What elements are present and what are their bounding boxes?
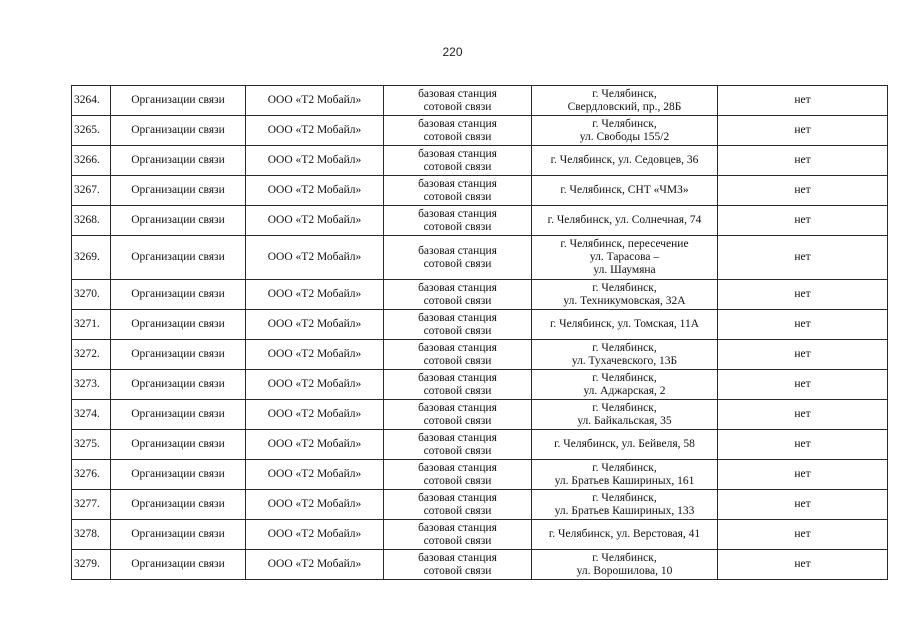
- object-type-line: сотовой связи: [423, 444, 492, 457]
- address-cell: [532, 146, 718, 176]
- company-cell: ООО «Т2 Мобайл»: [246, 550, 384, 580]
- address-line: Свердловский, пр., 28Б: [567, 100, 682, 113]
- address-line: г. Челябинск,: [592, 87, 657, 100]
- address-cell: [532, 460, 718, 490]
- address-line: ул. Ворошилова, 10: [576, 564, 673, 577]
- table-row: [72, 146, 888, 176]
- object-type-line: базовая станция: [418, 117, 497, 130]
- category-cell: Организации связи: [111, 550, 246, 580]
- object-type-cell: [384, 520, 532, 550]
- table-row: [72, 400, 888, 430]
- company-cell: ООО «Т2 Мобайл»: [246, 490, 384, 520]
- object-type-line: базовая станция: [418, 244, 497, 257]
- category-cell: Организации связи: [111, 86, 246, 116]
- object-type-line: базовая станция: [418, 521, 497, 534]
- address-line: ул. Братьев Кашириных, 161: [554, 474, 695, 487]
- company-cell: ООО «Т2 Мобайл»: [246, 430, 384, 460]
- row-number-cell: 3270.: [72, 280, 111, 310]
- address-line: г. Челябинск,: [592, 401, 657, 414]
- company-cell: ООО «Т2 Мобайл»: [246, 340, 384, 370]
- status-cell: нет: [718, 116, 888, 146]
- object-type-line: базовая станция: [418, 147, 497, 160]
- address-line: г. Челябинск,: [592, 341, 657, 354]
- object-type-line: сотовой связи: [423, 324, 492, 337]
- address-line: г. Челябинск, ул. Бейвеля, 58: [554, 438, 695, 450]
- object-type-line: сотовой связи: [423, 504, 492, 517]
- address-line: г. Челябинск,: [592, 281, 657, 294]
- address-cell: [532, 430, 718, 460]
- company-cell: ООО «Т2 Мобайл»: [246, 400, 384, 430]
- address-line: г. Челябинск, ул. Солнечная, 74: [547, 214, 702, 226]
- company-cell: ООО «Т2 Мобайл»: [246, 236, 384, 280]
- address-cell: [532, 550, 718, 580]
- object-type-cell: [384, 146, 532, 176]
- object-type-cell: [384, 460, 532, 490]
- address-line: г. Челябинск, ул. Томская, 11А: [549, 318, 700, 330]
- address-line: ул. Братьев Кашириных, 133: [554, 504, 695, 517]
- object-type-line: базовая станция: [418, 87, 497, 100]
- table-row: [72, 176, 888, 206]
- table-row: [72, 310, 888, 340]
- address-line: ул. Тарасова –: [589, 251, 660, 263]
- object-type-line: сотовой связи: [423, 130, 492, 143]
- address-line: ул. Тухачевского, 13Б: [571, 354, 678, 367]
- object-type-line: сотовой связи: [423, 190, 492, 203]
- object-type-cell: [384, 550, 532, 580]
- row-number-cell: 3277.: [72, 490, 111, 520]
- status-cell: нет: [718, 236, 888, 280]
- object-type-line: базовая станция: [418, 401, 497, 414]
- company-cell: ООО «Т2 Мобайл»: [246, 280, 384, 310]
- row-number-cell: 3275.: [72, 430, 111, 460]
- object-type-line: сотовой связи: [423, 257, 492, 270]
- status-cell: нет: [718, 146, 888, 176]
- address-line: г. Челябинск, ул. Верстовая, 41: [548, 528, 701, 540]
- category-cell: Организации связи: [111, 146, 246, 176]
- status-cell: нет: [718, 430, 888, 460]
- object-type-line: сотовой связи: [423, 564, 492, 577]
- object-type-cell: [384, 116, 532, 146]
- object-type-cell: [384, 310, 532, 340]
- status-cell: нет: [718, 550, 888, 580]
- object-type-line: базовая станция: [418, 281, 497, 294]
- status-cell: нет: [718, 340, 888, 370]
- category-cell: Организации связи: [111, 176, 246, 206]
- object-type-cell: [384, 340, 532, 370]
- status-cell: нет: [718, 490, 888, 520]
- address-cell: [532, 310, 718, 340]
- category-cell: Организации связи: [111, 370, 246, 400]
- row-number-cell: 3264.: [72, 86, 111, 116]
- object-type-cell: [384, 400, 532, 430]
- row-number-cell: 3276.: [72, 460, 111, 490]
- table-row: [72, 490, 888, 520]
- company-cell: ООО «Т2 Мобайл»: [246, 460, 384, 490]
- company-cell: ООО «Т2 Мобайл»: [246, 86, 384, 116]
- object-type-line: базовая станция: [418, 311, 497, 324]
- table-row: [72, 236, 888, 280]
- category-cell: Организации связи: [111, 206, 246, 236]
- object-type-cell: [384, 490, 532, 520]
- status-cell: нет: [718, 206, 888, 236]
- address-line: ул. Свободы 155/2: [579, 130, 670, 143]
- row-number-cell: 3273.: [72, 370, 111, 400]
- address-line: ул. Шаумяна: [593, 264, 656, 276]
- status-cell: нет: [718, 86, 888, 116]
- address-cell: [532, 520, 718, 550]
- status-cell: нет: [718, 460, 888, 490]
- row-number-cell: 3268.: [72, 206, 111, 236]
- address-cell: [532, 236, 718, 280]
- status-cell: нет: [718, 370, 888, 400]
- status-cell: нет: [718, 520, 888, 550]
- address-cell: [532, 340, 718, 370]
- row-number-cell: 3266.: [72, 146, 111, 176]
- object-type-line: базовая станция: [418, 371, 497, 384]
- object-type-line: сотовой связи: [423, 474, 492, 487]
- address-cell: [532, 116, 718, 146]
- category-cell: Организации связи: [111, 490, 246, 520]
- row-number-cell: 3265.: [72, 116, 111, 146]
- row-number-cell: 3278.: [72, 520, 111, 550]
- address-cell: [532, 176, 718, 206]
- category-cell: Организации связи: [111, 340, 246, 370]
- registry-table-body: [72, 86, 888, 580]
- category-cell: Организации связи: [111, 430, 246, 460]
- address-line: г. Челябинск,: [592, 461, 657, 474]
- table-row: [72, 86, 888, 116]
- table-row: [72, 340, 888, 370]
- table-row: [72, 116, 888, 146]
- object-type-line: сотовой связи: [423, 294, 492, 307]
- address-cell: [532, 280, 718, 310]
- object-type-line: сотовой связи: [423, 220, 492, 233]
- company-cell: ООО «Т2 Мобайл»: [246, 370, 384, 400]
- address-line: г. Челябинск, ул. Седовцев, 36: [550, 154, 699, 166]
- company-cell: ООО «Т2 Мобайл»: [246, 520, 384, 550]
- company-cell: ООО «Т2 Мобайл»: [246, 146, 384, 176]
- address-cell: [532, 370, 718, 400]
- status-cell: нет: [718, 280, 888, 310]
- page-number: 220: [442, 45, 463, 59]
- status-cell: нет: [718, 310, 888, 340]
- object-type-line: базовая станция: [418, 491, 497, 504]
- company-cell: ООО «Т2 Мобайл»: [246, 176, 384, 206]
- category-cell: Организации связи: [111, 116, 246, 146]
- row-number-cell: 3279.: [72, 550, 111, 580]
- object-type-cell: [384, 206, 532, 236]
- company-cell: ООО «Т2 Мобайл»: [246, 206, 384, 236]
- address-line: ул. Аджарская, 2: [583, 384, 666, 397]
- registry-table: [71, 85, 888, 580]
- row-number-cell: 3272.: [72, 340, 111, 370]
- category-cell: Организации связи: [111, 236, 246, 280]
- address-cell: [532, 86, 718, 116]
- address-line: г. Челябинск,: [592, 117, 657, 130]
- company-cell: ООО «Т2 Мобайл»: [246, 116, 384, 146]
- table-row: [72, 550, 888, 580]
- object-type-line: базовая станция: [418, 177, 497, 190]
- object-type-line: сотовой связи: [423, 100, 492, 113]
- object-type-line: базовая станция: [418, 207, 497, 220]
- row-number-cell: 3269.: [72, 236, 111, 280]
- category-cell: Организации связи: [111, 310, 246, 340]
- address-cell: [532, 206, 718, 236]
- row-number-cell: 3271.: [72, 310, 111, 340]
- table-row: [72, 370, 888, 400]
- object-type-line: базовая станция: [418, 551, 497, 564]
- table-row: [72, 280, 888, 310]
- address-cell: [532, 490, 718, 520]
- object-type-line: базовая станция: [418, 461, 497, 474]
- address-cell: [532, 400, 718, 430]
- object-type-line: сотовой связи: [423, 414, 492, 427]
- table-row: [72, 430, 888, 460]
- status-cell: нет: [718, 176, 888, 206]
- object-type-cell: [384, 370, 532, 400]
- object-type-cell: [384, 280, 532, 310]
- object-type-line: базовая станция: [418, 431, 497, 444]
- object-type-cell: [384, 86, 532, 116]
- object-type-line: сотовой связи: [423, 160, 492, 173]
- category-cell: Организации связи: [111, 520, 246, 550]
- address-line: г. Челябинск, СНТ «ЧМЗ»: [560, 184, 689, 196]
- row-number-cell: 3267.: [72, 176, 111, 206]
- category-cell: Организации связи: [111, 460, 246, 490]
- address-line: ул. Байкальская, 35: [577, 414, 672, 427]
- table-row: [72, 520, 888, 550]
- object-type-cell: [384, 430, 532, 460]
- object-type-line: базовая станция: [418, 341, 497, 354]
- address-line: г. Челябинск,: [592, 551, 657, 564]
- company-cell: ООО «Т2 Мобайл»: [246, 310, 384, 340]
- object-type-line: сотовой связи: [423, 384, 492, 397]
- object-type-line: сотовой связи: [423, 354, 492, 367]
- object-type-cell: [384, 176, 532, 206]
- address-line: г. Челябинск,: [592, 371, 657, 384]
- address-line: г. Челябинск,: [592, 491, 657, 504]
- object-type-cell: [384, 236, 532, 280]
- table-row: [72, 460, 888, 490]
- status-cell: нет: [718, 400, 888, 430]
- address-line: г. Челябинск, пересечение: [560, 238, 689, 250]
- row-number-cell: 3274.: [72, 400, 111, 430]
- category-cell: Организации связи: [111, 400, 246, 430]
- address-line: ул. Техникумовская, 32А: [563, 294, 686, 307]
- table-row: [72, 206, 888, 236]
- category-cell: Организации связи: [111, 280, 246, 310]
- object-type-line: сотовой связи: [423, 534, 492, 547]
